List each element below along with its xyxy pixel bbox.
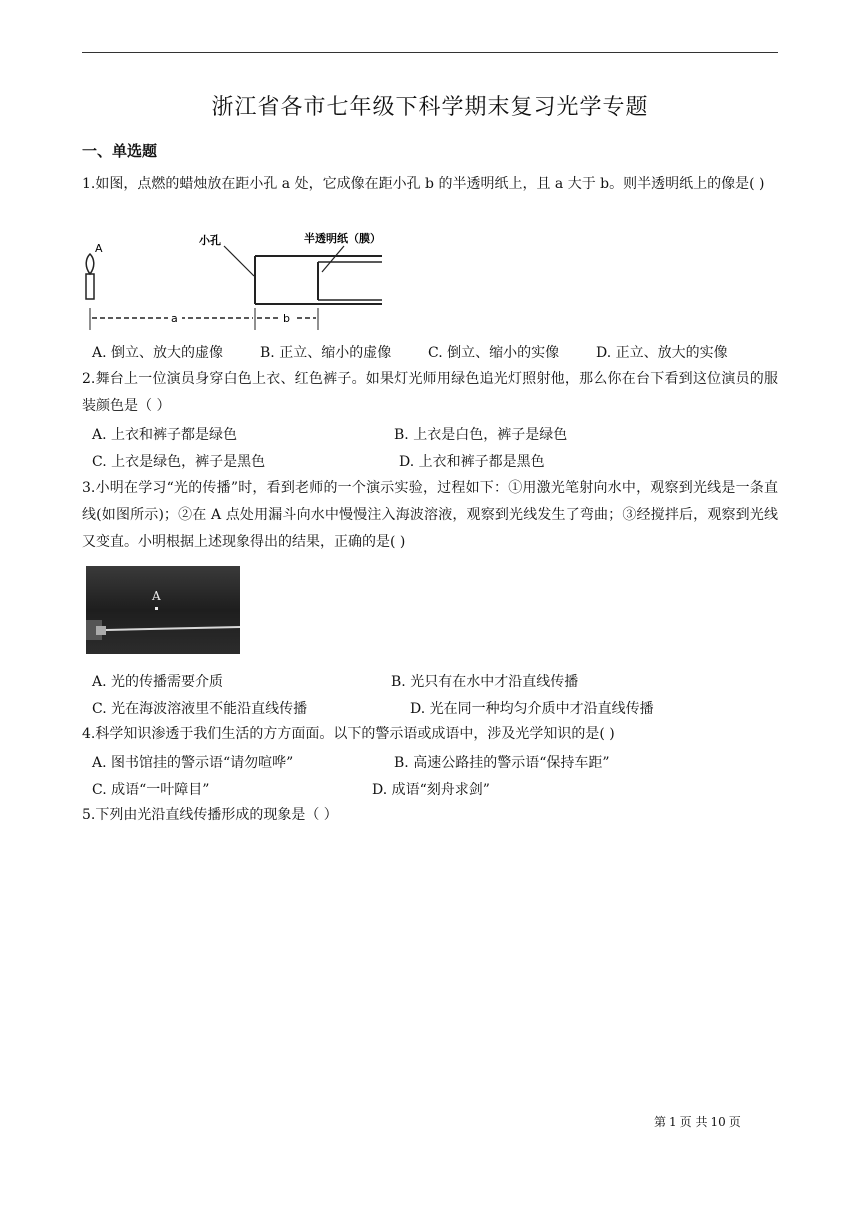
page-number	[654, 1113, 741, 1130]
q3-option-d[interactable]: D. 光在同一种均匀介质中才沿直线传播	[410, 701, 654, 717]
q2-option-d[interactable]: D. 上衣和裤子都是黑色	[399, 454, 545, 470]
footer-prefix: 第	[654, 1115, 667, 1129]
question-4-text: 4.科学知识渗透于我们生活的方方面面。以下的警示语或成语中，涉及光学知识的是( )	[82, 726, 615, 742]
total-pages: 10	[710, 1115, 726, 1129]
q3-option-b[interactable]: B. 光只有在水中才沿直线传播	[391, 674, 579, 690]
footer-suffix: 页	[728, 1115, 741, 1129]
label-pinhole: 小孔	[199, 234, 221, 247]
q4-option-d[interactable]: D. 成语“刻舟求剑”	[372, 782, 490, 798]
q2-option-a[interactable]: A. 上衣和裤子都是绿色	[92, 427, 238, 443]
q2-option-c[interactable]: C. 上衣是绿色，裤子是黑色	[92, 454, 266, 470]
pinhole-camera-figure	[82, 228, 392, 334]
q1-option-b[interactable]: B. 正立、缩小的虚像	[260, 345, 392, 361]
footer-middle: 页 共	[679, 1115, 708, 1129]
question-1-text: 1.如图，点燃的蜡烛放在距小孔 a 处，它成像在距小孔 b 的半透明纸上，且 a 大于 b。则半透明纸上的像是( )	[82, 176, 765, 192]
label-a: a	[171, 312, 178, 325]
q3-option-c[interactable]: C. 光在海波溶液里不能沿直线传播	[92, 701, 308, 717]
page-title: 浙江省各市七年级下科学期末复习光学专题	[211, 95, 649, 120]
question-3-text: 3.小明在学习“光的传播”时，看到老师的一个演示实验，过程如下：①用激光笔射向水中，观察到光线是一条直线(如图所示)；②在 A 点处用漏斗向水中慢慢注入海波溶液，观察到光线发生了弯曲；③经搅拌后，观察到光线又变直。小明根据上述现象得出的结果，正确的是( )	[82, 480, 778, 550]
label-b: b	[283, 312, 290, 325]
q4-option-a[interactable]: A. 图书馆挂的警示语“请勿喧哗”	[92, 755, 294, 771]
q3-option-a[interactable]: A. 光的传播需要介质	[92, 674, 224, 690]
label-A: A	[152, 589, 161, 603]
label-A: A	[95, 242, 103, 255]
label-paper: 半透明纸（膜）	[304, 232, 381, 245]
current-page: 1	[669, 1115, 677, 1129]
q1-option-d[interactable]: D. 正立、放大的实像	[596, 345, 728, 361]
question-5-text: 5.下列由光沿直线传播形成的现象是（ ）	[82, 807, 338, 823]
section-heading: 一、单选题	[82, 142, 158, 160]
q4-option-c[interactable]: C. 成语“一叶障目”	[92, 782, 210, 798]
question-2-text: 2.舞台上一位演员身穿白色上衣、红色裤子。如果灯光师用绿色追光灯照射他，那么你在台下看到这位演员的服装颜色是（ ）	[82, 371, 778, 414]
q1-option-a[interactable]: A. 倒立、放大的虚像	[92, 345, 224, 361]
q1-option-c[interactable]: C. 倒立、缩小的实像	[428, 345, 560, 361]
laser-in-water-photo	[86, 566, 240, 654]
q2-option-b[interactable]: B. 上衣是白色，裤子是绿色	[394, 427, 568, 443]
header-rule	[82, 52, 778, 53]
q4-option-b[interactable]: B. 高速公路挂的警示语“保持车距”	[394, 755, 610, 771]
